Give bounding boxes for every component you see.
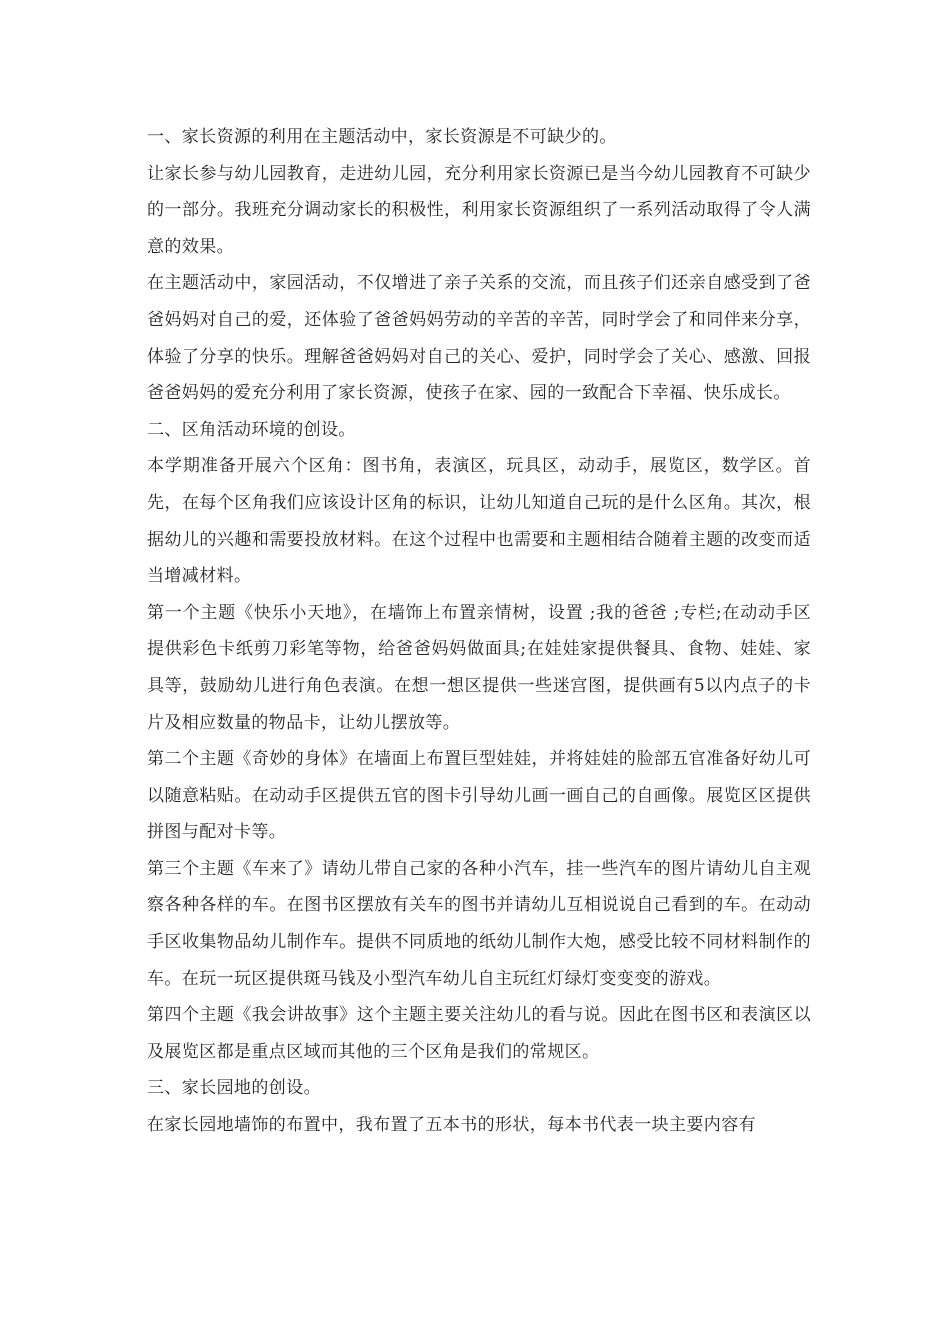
paragraph: 在家长园地墙饰的布置中，我布置了五本书的形状，每本书代表一块主要内容有	[147, 1115, 756, 1136]
paragraph: 本学期准备开展六个区角：图书角，表演区，玩具区，动动手，展览区，数学区。首先，在每个区角我们应该设计区角的标识，让幼儿知道自己玩的是什么区角。其次，根据幼儿的兴趣和需要投放材料。在这个过程中也需要和主题相结合随着主题的改变而适当增减材料。	[147, 456, 811, 587]
paragraph: 第一个主题《快乐小天地》，在墙饰上布置亲情树，设置 ;我的爸爸 ;专栏;在动动手区提供彩色卡纸剪刀彩笔等物，给爸爸妈妈做面具;在娃娃家提供餐具、食物、娃娃、家具等，鼓励幼儿进行角色表演。在想一想区提供一些迷宫图，提供画有5以内点子的卡片及相应数量的物品卡，让幼儿摆放等。	[147, 602, 811, 733]
paragraph: 第二个主题《奇妙的身体》在墙面上布置巨型娃娃，并将娃娃的脸部五官准备好幼儿可以随意粘贴。在动动手区提供五官的图卡引导幼儿画一画自己的自画像。展览区区提供拼图与配对卡等。	[147, 749, 811, 843]
section-heading-3: 三、家长园地的创设。	[147, 1078, 321, 1099]
paragraph: 在主题活动中，家园活动，不仅增进了亲子关系的交流，而且孩子们还亲自感受到了爸爸妈妈对自己的爱，还体验了爸爸妈妈劳动的辛苦的辛苦，同时学会了和同伴来分享，体验了分享的快乐。理解爸爸妈妈对自己的关心、爱护，同时学会了关心、感激、回报爸爸妈妈的爱充分利用了家长资源，使孩子在家、园的一致配合下幸福、快乐成长。	[147, 273, 811, 404]
document-body	[147, 119, 811, 1144]
paragraph: 第四个主题《我会讲故事》这个主题主要关注幼儿的看与说。因此在图书区和表演区以及展览区都是重点区域而其他的三个区角是我们的常规区。	[147, 1005, 811, 1062]
section-heading-2: 二、区角活动环境的创设。	[147, 419, 356, 440]
paragraph: 让家长参与幼儿园教育，走进幼儿园，充分利用家长资源已是当今幼儿园教育不可缺少的一部分。我班充分调动家长的积极性，利用家长资源组织了一系列活动取得了令人满意的效果。	[147, 163, 811, 257]
section-heading-1: 一、家长资源的利用在主题活动中，家长资源是不可缺少的。	[147, 127, 617, 147]
paragraph: 第三个主题《车来了》请幼儿带自己家的各种小汽车，挂一些汽车的图片请幼儿自主观察各种各样的车。在图书区摆放有关车的图书并请幼儿互相说说自己看到的车。在动动手区收集物品幼儿制作车。提供不同质地的纸幼儿制作大炮，感受比较不同材料制作的车。在玩一玩区提供斑马钱及小型汽车幼儿自主玩红灯绿灯变变变的游戏。	[147, 858, 811, 989]
